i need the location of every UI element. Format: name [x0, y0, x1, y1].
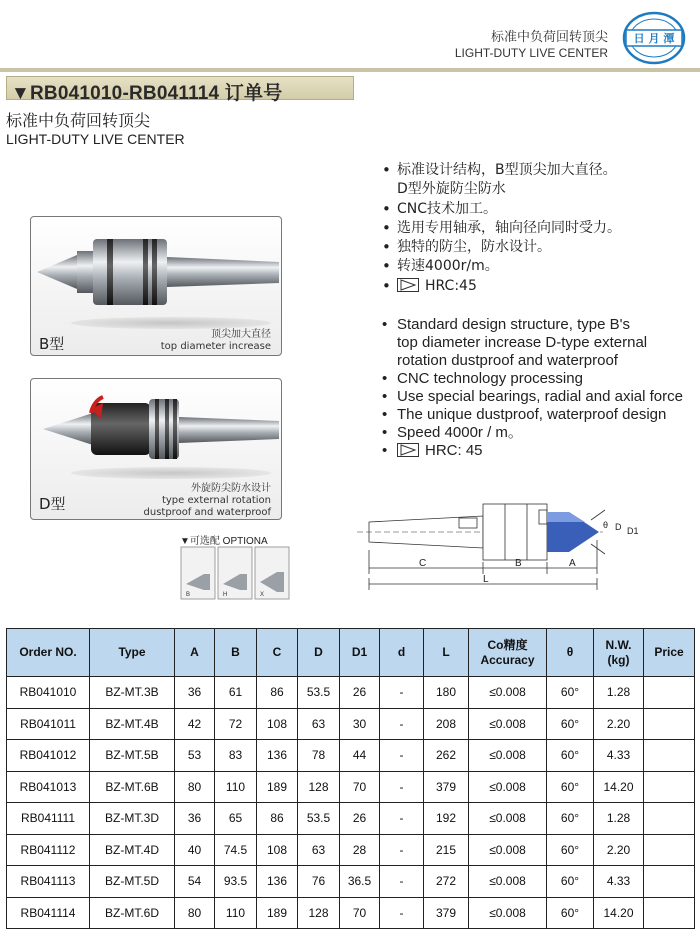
cell-accuracy: ≤0.008 [469, 834, 547, 866]
type-d-caption-en2: dustproof and waterproof [143, 507, 271, 518]
col-d-lower: d [380, 629, 424, 677]
cell-d1: 36.5 [340, 866, 380, 898]
drawing-label-d1: D1 [627, 526, 639, 536]
cell-c: 108 [257, 708, 298, 740]
cell-b: 65 [215, 803, 257, 835]
cell-price [644, 677, 695, 709]
cell-nw: 2.20 [594, 834, 644, 866]
logo-text: 日 月 潭 [633, 32, 675, 45]
header-divider [0, 68, 700, 72]
cell-b: 74.5 [215, 834, 257, 866]
col-l: L [424, 629, 469, 677]
cell-b: 72 [215, 708, 257, 740]
cell-a: 53 [175, 740, 215, 772]
cell-price [644, 771, 695, 803]
col-accuracy [469, 629, 547, 677]
col-accuracy-cn: Co精度 [487, 637, 528, 652]
col-c: C [257, 629, 298, 677]
cell-price [644, 708, 695, 740]
cell-d-upper: 53.5 [298, 803, 340, 835]
col-b: B [215, 629, 257, 677]
cell-b: 110 [215, 771, 257, 803]
col-type: Type [90, 629, 175, 677]
live-center-b-illustration [31, 217, 282, 327]
cell-b: 61 [215, 677, 257, 709]
cell-theta: 60° [547, 834, 594, 866]
brand-logo [622, 10, 686, 66]
cell-d-lower: - [380, 834, 424, 866]
col-d-upper: D [298, 629, 340, 677]
drawing-label-c: C [419, 558, 427, 569]
cell-d-lower: - [380, 866, 424, 898]
cell-l: 215 [424, 834, 469, 866]
cell-price [644, 897, 695, 929]
table-row [7, 866, 695, 898]
technical-drawing [355, 490, 645, 596]
feature-cn-item: • 独特的防尘，防水设计。 [380, 238, 621, 257]
table-row [7, 740, 695, 772]
cell-type: BZ-MT.3D [90, 803, 175, 835]
cell-l: 272 [424, 866, 469, 898]
cell-accuracy: ≤0.008 [469, 740, 547, 772]
cell-type: BZ-MT.5B [90, 740, 175, 772]
cell-a: 54 [175, 866, 215, 898]
feature-cn-item [380, 277, 621, 296]
cell-accuracy: ≤0.008 [469, 771, 547, 803]
cell-accuracy: ≤0.008 [469, 677, 547, 709]
col-nw-label: N.W. [605, 637, 632, 652]
cell-d-upper: 53.5 [298, 677, 340, 709]
features-cn-list [380, 161, 621, 296]
cell-c: 86 [257, 803, 298, 835]
col-d1: D1 [340, 629, 380, 677]
table-header-row [7, 629, 695, 677]
cell-a: 80 [175, 897, 215, 929]
cell-l: 379 [424, 771, 469, 803]
table-body [7, 677, 695, 929]
cell-a: 42 [175, 708, 215, 740]
banner-text: ▼RB041010-RB041114 订单号 [11, 83, 283, 104]
type-b-label: B型 [39, 335, 65, 353]
cell-order-no: RB041112 [7, 834, 90, 866]
cell-nw: 4.33 [594, 866, 644, 898]
type-d-label: D型 [39, 495, 66, 513]
hardness-icon [397, 278, 419, 292]
cell-theta: 60° [547, 677, 594, 709]
product-image-d [30, 378, 282, 520]
tip-x-letter: X [260, 592, 265, 598]
cell-order-no: RB041010 [7, 677, 90, 709]
product-image-b [30, 216, 282, 356]
tip-h-letter: H [223, 592, 228, 598]
optional-tips-strip [180, 546, 290, 600]
col-order-no: Order NO. [7, 629, 90, 677]
drawing-label-theta: θ [603, 520, 609, 530]
cell-nw: 14.20 [594, 897, 644, 929]
cell-d-upper: 63 [298, 708, 340, 740]
cell-price [644, 740, 695, 772]
type-d-caption-cn: 外旋防尖防水设计 [191, 483, 271, 494]
cell-theta: 60° [547, 771, 594, 803]
cell-d-lower: - [380, 771, 424, 803]
table-row [7, 677, 695, 709]
table-row [7, 834, 695, 866]
cell-price [644, 803, 695, 835]
feature-cn-item: D型外旋防尘防水 [397, 181, 506, 198]
feature-cn-hrc: HRC:45 [425, 277, 477, 294]
cell-accuracy: ≤0.008 [469, 897, 547, 929]
cell-c: 189 [257, 897, 298, 929]
feature-en-item: • Standard design structure, type B's [380, 316, 683, 334]
cell-order-no: RB041011 [7, 708, 90, 740]
tip-b-letter: B [186, 592, 191, 598]
cell-price [644, 866, 695, 898]
col-nw [594, 629, 644, 677]
cell-type: BZ-MT.5D [90, 866, 175, 898]
col-accuracy-en: Accuracy [480, 652, 535, 667]
feature-cn-item: • CNC技术加工。 [380, 200, 621, 219]
cell-d1: 44 [340, 740, 380, 772]
cell-l: 379 [424, 897, 469, 929]
cell-a: 40 [175, 834, 215, 866]
cell-a: 36 [175, 803, 215, 835]
cell-d-upper: 128 [298, 897, 340, 929]
table-row [7, 803, 695, 835]
cell-d-upper: 63 [298, 834, 340, 866]
cell-a: 36 [175, 677, 215, 709]
table-row [7, 708, 695, 740]
cell-c: 136 [257, 740, 298, 772]
cell-d-lower: - [380, 803, 424, 835]
cell-accuracy: ≤0.008 [469, 708, 547, 740]
options-title: ▼可选配 OPTIONA [180, 536, 268, 547]
cell-l: 208 [424, 708, 469, 740]
cell-d1: 30 [340, 708, 380, 740]
feature-cn-item: • 选用专用轴承，轴向径向同时受力。 [380, 219, 621, 238]
feature-en-item: • CNC technology processing [380, 370, 683, 388]
cell-theta: 60° [547, 897, 594, 929]
cell-l: 180 [424, 677, 469, 709]
table-row [7, 771, 695, 803]
type-b-caption-cn: 顶尖加大直径 [211, 329, 271, 340]
live-center-d-illustration [31, 379, 282, 479]
cell-d-lower: - [380, 897, 424, 929]
cell-price [644, 834, 695, 866]
drawing-label-a: A [569, 558, 576, 569]
cell-type: BZ-MT.6B [90, 771, 175, 803]
feature-en-hrc: HRC: 45 [425, 442, 483, 459]
cell-d1: 70 [340, 897, 380, 929]
table-row [7, 897, 695, 929]
feature-en-item [380, 442, 683, 460]
specification-table [6, 628, 695, 929]
cell-d-upper: 128 [298, 771, 340, 803]
col-nw-unit: (kg) [607, 652, 630, 667]
header-title-cn: 标准中负荷回转顶尖 [490, 30, 608, 45]
cell-theta: 60° [547, 740, 594, 772]
feature-cn-item: • 标准设计结构，B型顶尖加大直径。 [380, 161, 621, 180]
section-title-cn: 标准中负荷回转顶尖 [6, 111, 151, 130]
feature-en-item: • The unique dustproof, waterproof design [380, 406, 683, 424]
cell-d1: 28 [340, 834, 380, 866]
cell-b: 110 [215, 897, 257, 929]
type-b-caption-en: top diameter increase [160, 341, 271, 352]
cell-nw: 2.20 [594, 708, 644, 740]
cell-accuracy: ≤0.008 [469, 803, 547, 835]
cell-theta: 60° [547, 803, 594, 835]
feature-en-item: • Speed 4000r / m。 [380, 424, 683, 442]
cell-order-no: RB041113 [7, 866, 90, 898]
cell-theta: 60° [547, 866, 594, 898]
cell-type: BZ-MT.3B [90, 677, 175, 709]
cell-theta: 60° [547, 708, 594, 740]
cell-order-no: RB041111 [7, 803, 90, 835]
cell-type: BZ-MT.4B [90, 708, 175, 740]
col-theta: θ [547, 629, 594, 677]
header-title-en: LIGHT-DUTY LIVE CENTER [454, 46, 608, 60]
features-en-list [380, 316, 683, 460]
type-b-caption [161, 329, 271, 353]
order-number-banner [6, 76, 354, 104]
cell-order-no: RB041013 [7, 771, 90, 803]
cell-c: 108 [257, 834, 298, 866]
cell-nw: 4.33 [594, 740, 644, 772]
drawing-label-d: D [615, 522, 622, 532]
col-a: A [175, 629, 215, 677]
feature-en-item: rotation dustproof and waterproof [397, 352, 618, 369]
cell-b: 93.5 [215, 866, 257, 898]
cell-a: 80 [175, 771, 215, 803]
feature-cn-item: • 转速4000r/m。 [380, 257, 621, 276]
cell-d-lower: - [380, 708, 424, 740]
type-d-caption-en1: type external rotation [161, 495, 271, 506]
cell-d-lower: - [380, 677, 424, 709]
feature-en-item: • Use special bearings, radial and axial force [380, 388, 683, 406]
cell-d1: 26 [340, 803, 380, 835]
col-price: Price [644, 629, 695, 677]
cell-nw: 1.28 [594, 677, 644, 709]
hardness-icon [397, 443, 419, 457]
cell-order-no: RB041114 [7, 897, 90, 929]
cell-c: 136 [257, 866, 298, 898]
section-title-en: LIGHT-DUTY LIVE CENTER [6, 131, 185, 147]
cell-order-no: RB041012 [7, 740, 90, 772]
feature-en-item: top diameter increase D-type external [397, 334, 648, 351]
cell-d1: 70 [340, 771, 380, 803]
cell-d-upper: 76 [298, 866, 340, 898]
cell-c: 86 [257, 677, 298, 709]
cell-type: BZ-MT.6D [90, 897, 175, 929]
drawing-label-l: L [483, 574, 489, 585]
cell-b: 83 [215, 740, 257, 772]
cell-d1: 26 [340, 677, 380, 709]
cell-l: 262 [424, 740, 469, 772]
cell-d-lower: - [380, 740, 424, 772]
cell-l: 192 [424, 803, 469, 835]
cell-c: 189 [257, 771, 298, 803]
cell-d-upper: 78 [298, 740, 340, 772]
cell-type: BZ-MT.4D [90, 834, 175, 866]
cell-nw: 1.28 [594, 803, 644, 835]
cell-nw: 14.20 [594, 771, 644, 803]
type-d-caption [144, 483, 271, 519]
drawing-label-b: B [515, 558, 522, 569]
cell-accuracy: ≤0.008 [469, 866, 547, 898]
